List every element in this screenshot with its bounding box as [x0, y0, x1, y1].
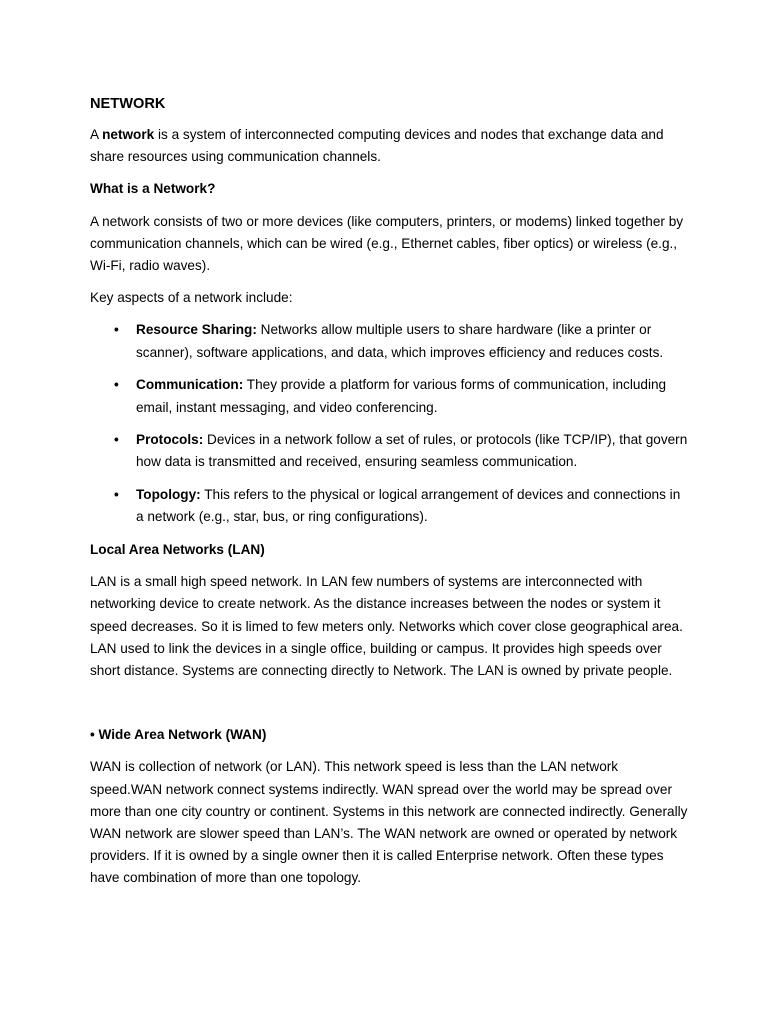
aspect-term: Resource Sharing:: [136, 322, 257, 338]
aspect-text: Networks allow multiple users to share hardware (like a printer or scanner), software applications, and data, which improves efficiency and reduces costs.: [136, 322, 664, 360]
intro-rest: is a system of interconnected computing devices and nodes that exchange data and share resources using communication channels.: [90, 127, 664, 165]
bullet-icon: •: [114, 377, 119, 393]
aspect-text: Devices in a network follow a set of rules, or protocols (like TCP/IP), that govern how data is transmitted and received, ensuring seamless communication.: [136, 432, 688, 470]
bullet-icon: •: [114, 322, 119, 338]
page-title: NETWORK: [90, 96, 166, 112]
wan-paragraph: WAN is collection of network (or LAN). This network speed is less than the LAN network speed.WAN network connect systems indirectly. WAN spread over the world may be spread over more than one city country or continent. Systems in this network are connected indirectly. Generally WAN network are slower speed than LAN’s. The WAN network are owned or operated by network providers. If it is owned by a single owner then it is called Enterprise network. Often these types have combination of more than one topology.: [90, 759, 688, 886]
list-item: [114, 429, 690, 473]
aspect-term: Topology:: [136, 487, 201, 503]
document-content: [90, 93, 690, 890]
lan-heading: Local Area Networks (LAN): [90, 542, 265, 558]
list-item: [114, 319, 690, 363]
intro-bold-term: network: [102, 127, 155, 142]
aspect-term: Communication:: [136, 377, 244, 393]
bullet-icon: •: [114, 487, 119, 503]
aspects-intro: Key aspects of a network include:: [90, 290, 293, 306]
section-spacer: [90, 682, 690, 724]
aspect-term: Protocols:: [136, 432, 204, 448]
wan-heading: • Wide Area Network (WAN): [90, 727, 267, 743]
list-item: [114, 374, 690, 418]
lan-paragraph: LAN is a small high speed network. In LAN few numbers of systems are interconnected with networking device to create network. As the distance increases between the nodes or system it speed decreases. So it is limed to few meters only. Networks which cover close geographical area. LAN used to link the devices in a single office, building or campus. It provides high speeds over short distance. Systems are connecting directly to Network. The LAN is owned by private people.: [90, 574, 683, 679]
intro-paragraph: [90, 124, 690, 168]
bullet-icon: •: [114, 432, 119, 448]
what-heading: What is a Network?: [90, 181, 216, 197]
intro-prefix: A: [90, 127, 103, 142]
aspect-text: This refers to the physical or logical arrangement of devices and connections in a network (e.g., star, bus, or ring configurations).: [136, 487, 681, 525]
list-item: [114, 484, 690, 528]
aspect-text: They provide a platform for various forms of communication, including email, instant messaging, and video conferencing.: [136, 377, 667, 415]
what-paragraph: A network consists of two or more devices (like computers, printers, or modems) linked together by communication channels, which can be wired (e.g., Ethernet cables, fiber optics) or wireless (e.g., Wi-Fi, radio waves).: [90, 213, 684, 274]
aspects-list: [90, 319, 690, 528]
